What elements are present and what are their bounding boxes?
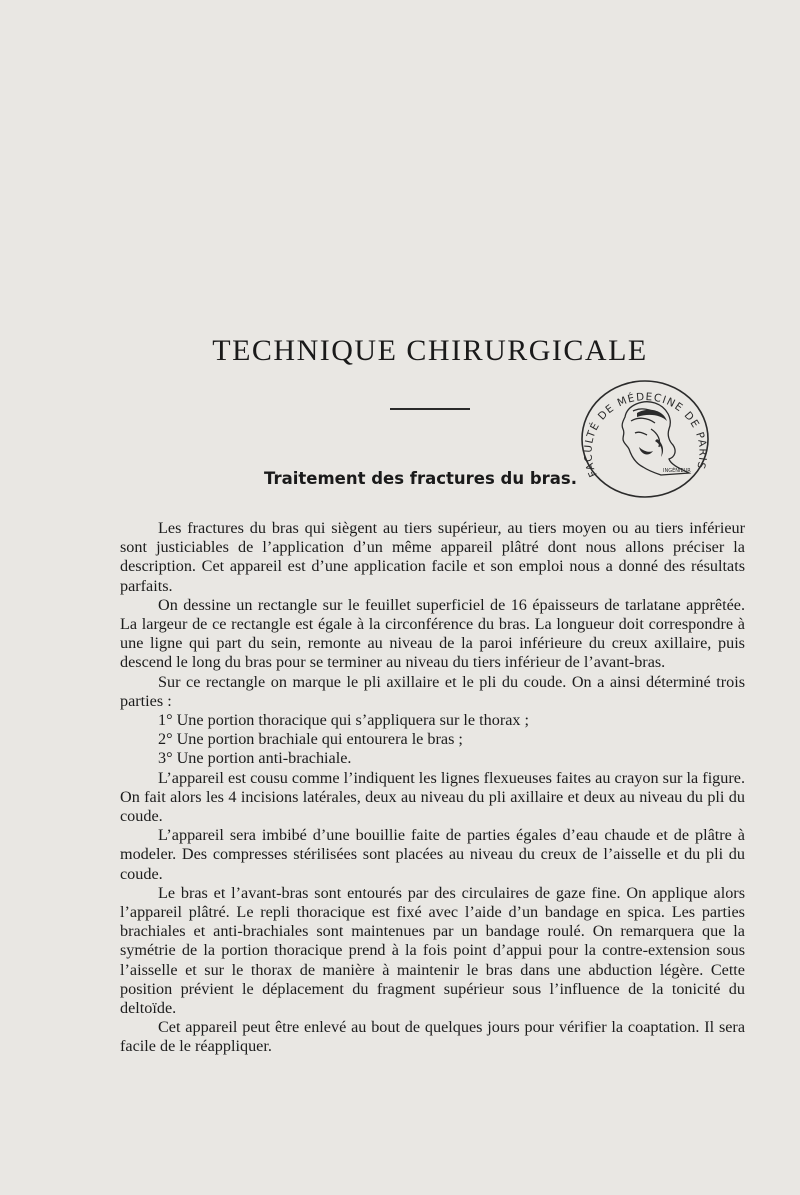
- library-stamp-icon: [577, 377, 711, 501]
- page-title: TECHNIQUE CHIRURGICALE: [212, 334, 648, 367]
- paragraph: Cet appareil peut être enlevé au bout de quelques jours pour vérifier la coaptation. Il sera facile de le réappliquer.: [120, 1018, 745, 1056]
- body-text: [120, 519, 745, 1057]
- stamp-inner-text: INGÉNIEUR: [663, 468, 691, 474]
- section-heading: Traitement des fractures du bras.: [264, 469, 578, 488]
- paragraph: Sur ce rectangle on marque le pli axillaire et le pli du coude. On a ainsi déterminé trois parties :: [120, 672, 745, 710]
- stamp-arc-text: FACULTÉ DE MÉDECINE DE PARIS: [582, 391, 709, 479]
- list-item: 1° Une portion thoracique qui s’appliquera sur le thorax ;: [158, 711, 530, 730]
- paragraph: L’appareil sera imbibé d’une bouillie faite de parties égales d’eau chaude et de plâtre à modeler. Des compresses stérilisées sont placées au niveau du creux de l’aisselle et du pli du coude.: [120, 826, 745, 883]
- paragraph: L’appareil est cousu comme l’indiquent les lignes flexueuses faites au crayon sur la figure. On fait alors les 4 incisions latérales, deux au niveau du pli axillaire et deux au niveau du pli du coude.: [120, 768, 745, 826]
- list-item: 3° Une portion anti-brachiale.: [158, 749, 352, 768]
- list-item: 2° Une portion brachiale qui entourera le bras ;: [158, 730, 463, 749]
- paragraph: Le bras et l’avant-bras sont entourés par des circulaires de gaze fine. On applique alors l’appareil plâtré. Le repli thoracique est fixé avec l’aide d’un bandage en spica. Les parties brachiales et anti-brachiales sont maintenues par un bandage roulé. On remarquera que la symétrie de la portion thoracique prend à la fois point d’appui pour la contre-extension sous l’aisselle et sur le thorax de manière à maintenir le bras dans une abduction légère. Cette position prévient le déplacement du fragment supérieur sous l’influence de la tonicité du deltoïde.: [120, 883, 745, 1018]
- paragraph: Les fractures du bras qui siègent au tiers supérieur, au tiers moyen ou au tiers inférieur sont justiciables de l’application d’un même appareil plâtré dont nous allons préciser la description. Cet appareil est d’une application facile et son emploi nous a donné des résultats parfaits.: [120, 519, 745, 595]
- title-divider: [390, 408, 470, 410]
- paragraph: On dessine un rectangle sur le feuillet superficiel de 16 épaisseurs de tarlatane apprêtée. La largeur de ce rectangle est égale à la circonférence du bras. La longueur doit correspondre à une ligne qui part du sein, remonte au niveau de la paroi inférieure du creux axillaire, puis descend le long du bras pour se terminer au niveau du tiers inférieur de l’avant-bras.: [120, 595, 745, 672]
